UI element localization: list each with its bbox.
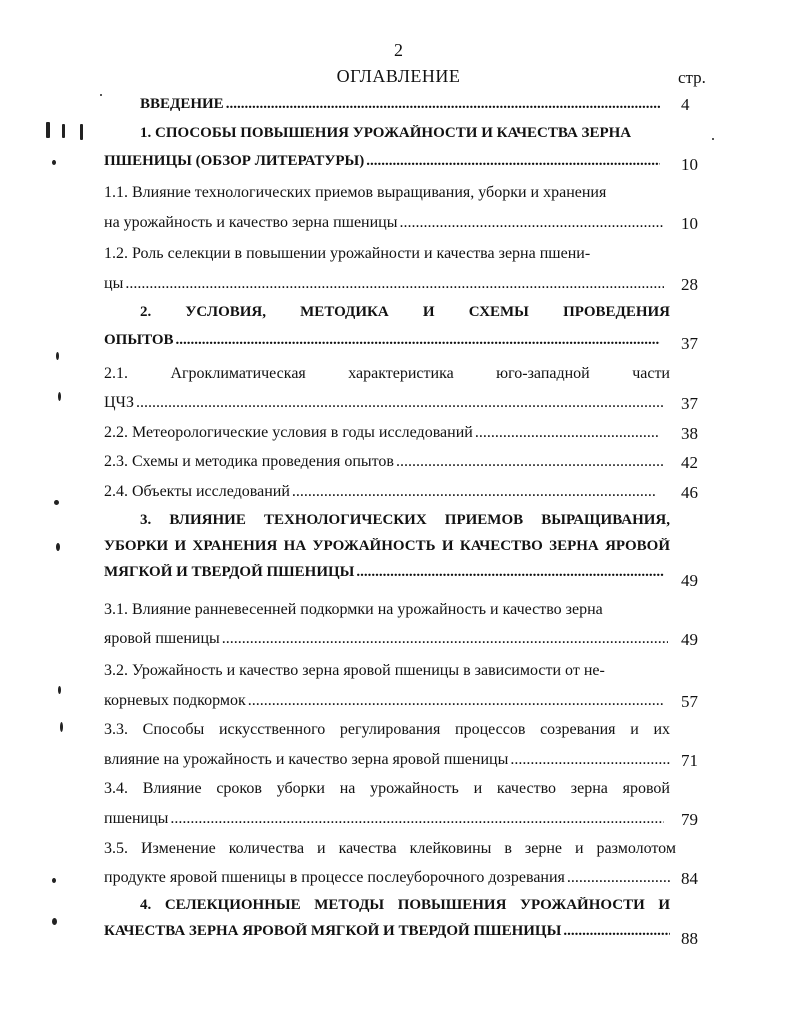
toc-entry-text: на урожайность и качество зерна пшеницы: [104, 214, 398, 231]
toc-entry-3-2: 3.2. Урожайность и качество зерна яровой пшеницы в зависимости от не-: [104, 662, 605, 679]
scan-speck: [712, 138, 714, 140]
toc-entry-text: влияние на урожайность и качество зерна яровой пшеницы: [104, 751, 509, 768]
leader-dots: [366, 153, 660, 170]
toc-entry-3-3-cont: [104, 751, 670, 769]
scan-speck: [80, 124, 83, 140]
toc-title: ОГЛАВЛЕНИЕ: [336, 66, 461, 86]
toc-page-number: 37: [681, 394, 698, 413]
toc-entry-2-2: [104, 424, 660, 442]
leader-dots: [399, 214, 664, 232]
toc-entry-text: ОПЫТОВ: [104, 332, 174, 348]
toc-page-number: 10: [681, 214, 698, 233]
toc-entry-2-1: 2.1. Агроклиматическая характеристика юго-западной части: [104, 365, 670, 382]
page-number: 2: [394, 40, 403, 60]
scan-speck: [100, 94, 102, 96]
toc-entry-2-1-cont: [104, 394, 664, 412]
toc-entry-3-1: 3.1. Влияние ранневесенней подкормки на урожайность и качество зерна: [104, 601, 603, 618]
toc-entry-text: МЯГКОЙ И ТВЕРДОЙ ПШЕНИЦЫ: [104, 564, 355, 580]
toc-page-number: 28: [681, 275, 698, 294]
toc-entry-text: 2.3. Схемы и методика проведения опытов: [104, 453, 394, 470]
toc-page-number: 84: [681, 869, 698, 888]
toc-page-number: 4: [681, 95, 690, 114]
toc-entry-chapter-3-cont: УБОРКИ И ХРАНЕНИЯ НА УРОЖАЙНОСТЬ И КАЧЕСТВО ЗЕРНА ЯРОВОЙ: [104, 538, 670, 554]
toc-entry-3-5-cont: [104, 869, 670, 887]
toc-entry-chapter-3-cont2: [104, 564, 664, 581]
scan-speck: [60, 722, 63, 732]
scan-speck: [46, 122, 50, 138]
toc-entry-text: 2.2. Метеорологические условия в годы исследований: [104, 424, 473, 441]
scan-speck: [54, 500, 59, 505]
leader-dots: [222, 630, 668, 648]
toc-page-number: 79: [681, 810, 698, 829]
scan-speck: [62, 124, 65, 138]
scan-speck: [58, 392, 61, 401]
toc-page-number: 49: [681, 630, 698, 649]
toc-entry-1-1-cont: [104, 214, 664, 232]
toc-page-number: 42: [681, 453, 698, 472]
toc-entry-chapter-3: 3. ВЛИЯНИЕ ТЕХНОЛОГИЧЕСКИХ ПРИЕМОВ ВЫРАЩИВАНИЯ,: [140, 512, 670, 528]
toc-entry-3-4-cont: [104, 810, 664, 828]
toc-entry-text: цы: [104, 275, 124, 292]
toc-entry-1-2-cont: [104, 275, 664, 293]
leader-dots: [226, 96, 660, 113]
toc-entry-3-4: 3.4. Влияние сроков уборки на урожайность и качество зерна яровой: [104, 780, 670, 797]
toc-entry-text: продукте яровой пшеницы в процессе послеуборочного дозревания: [104, 869, 565, 886]
toc-entry-chapter-1-cont: [104, 153, 660, 170]
toc-entry-chapter-2-cont: [104, 332, 660, 349]
toc-entry-text: ПШЕНИЦЫ (ОБЗОР ЛИТЕРАТУРЫ): [104, 153, 365, 169]
toc-entry-text: ВВЕДЕНИЕ: [140, 96, 224, 112]
leader-dots: [176, 332, 660, 349]
toc-entry-text: 2.4. Объекты исследований: [104, 483, 290, 500]
leader-dots: [356, 564, 664, 581]
toc-entry-1-2: 1.2. Роль селекции в повышении урожайности и качества зерна пшени-: [104, 245, 591, 262]
leader-dots: [510, 751, 670, 769]
toc-entry-3-5: 3.5. Изменение количества и качества клейковины в зерне и размолотом: [104, 840, 676, 857]
toc-page-number: 57: [681, 692, 698, 711]
toc-entry-text: ЦЧЗ: [104, 394, 134, 411]
scan-speck: [56, 352, 59, 360]
leader-dots: [475, 424, 660, 442]
pages-column-label: стр.: [678, 68, 706, 87]
leader-dots: [125, 275, 664, 293]
toc-entry-text: пшеницы: [104, 810, 169, 827]
toc-entry-chapter-2: 2. УСЛОВИЯ, МЕТОДИКА И СХЕМЫ ПРОВЕДЕНИЯ: [140, 304, 670, 320]
toc-entry-3-1-cont: [104, 630, 668, 648]
toc-page-number: 49: [681, 571, 698, 590]
scan-speck: [58, 686, 61, 694]
scan-speck: [56, 543, 60, 551]
leader-dots: [136, 394, 664, 412]
leader-dots: [567, 869, 670, 887]
toc-page-number: 10: [681, 155, 698, 174]
toc-page-number: 71: [681, 751, 698, 770]
leader-dots: [563, 923, 670, 940]
toc-page-number: 46: [681, 483, 698, 502]
toc-entry-text: яровой пшеницы: [104, 630, 220, 647]
toc-entry-1-1: 1.1. Влияние технологических приемов выращивания, уборки и хранения: [104, 184, 607, 201]
toc-page-number: 37: [681, 334, 698, 353]
toc-entry-chapter-4-cont: [104, 923, 670, 940]
toc-page-number: 38: [681, 424, 698, 443]
toc-entry-text: корневых подкормок: [104, 692, 246, 709]
toc-entry-chapter-1: 1. СПОСОБЫ ПОВЫШЕНИЯ УРОЖАЙНОСТИ И КАЧЕСТВА ЗЕРНА: [140, 125, 632, 141]
leader-dots: [292, 483, 656, 501]
toc-entry-introduction: [140, 96, 660, 113]
scan-speck: [52, 878, 56, 883]
toc-entry-2-3: [104, 453, 664, 471]
leader-dots: [170, 810, 664, 828]
scan-speck: [52, 918, 57, 925]
toc-entry-text: КАЧЕСТВА ЗЕРНА ЯРОВОЙ МЯГКОЙ И ТВЕРДОЙ ПШЕНИЦЫ: [104, 923, 562, 939]
scan-speck: [52, 160, 56, 165]
toc-entry-3-3: 3.3. Способы искусственного регулирования процессов созревания и их: [104, 721, 670, 738]
leader-dots: [248, 692, 664, 710]
leader-dots: [396, 453, 664, 471]
toc-entry-chapter-4: 4. СЕЛЕКЦИОННЫЕ МЕТОДЫ ПОВЫШЕНИЯ УРОЖАЙНОСТИ И: [140, 897, 670, 913]
toc-entry-2-4: [104, 483, 656, 501]
toc-entry-3-2-cont: [104, 692, 664, 710]
toc-page-number: 88: [681, 929, 698, 948]
